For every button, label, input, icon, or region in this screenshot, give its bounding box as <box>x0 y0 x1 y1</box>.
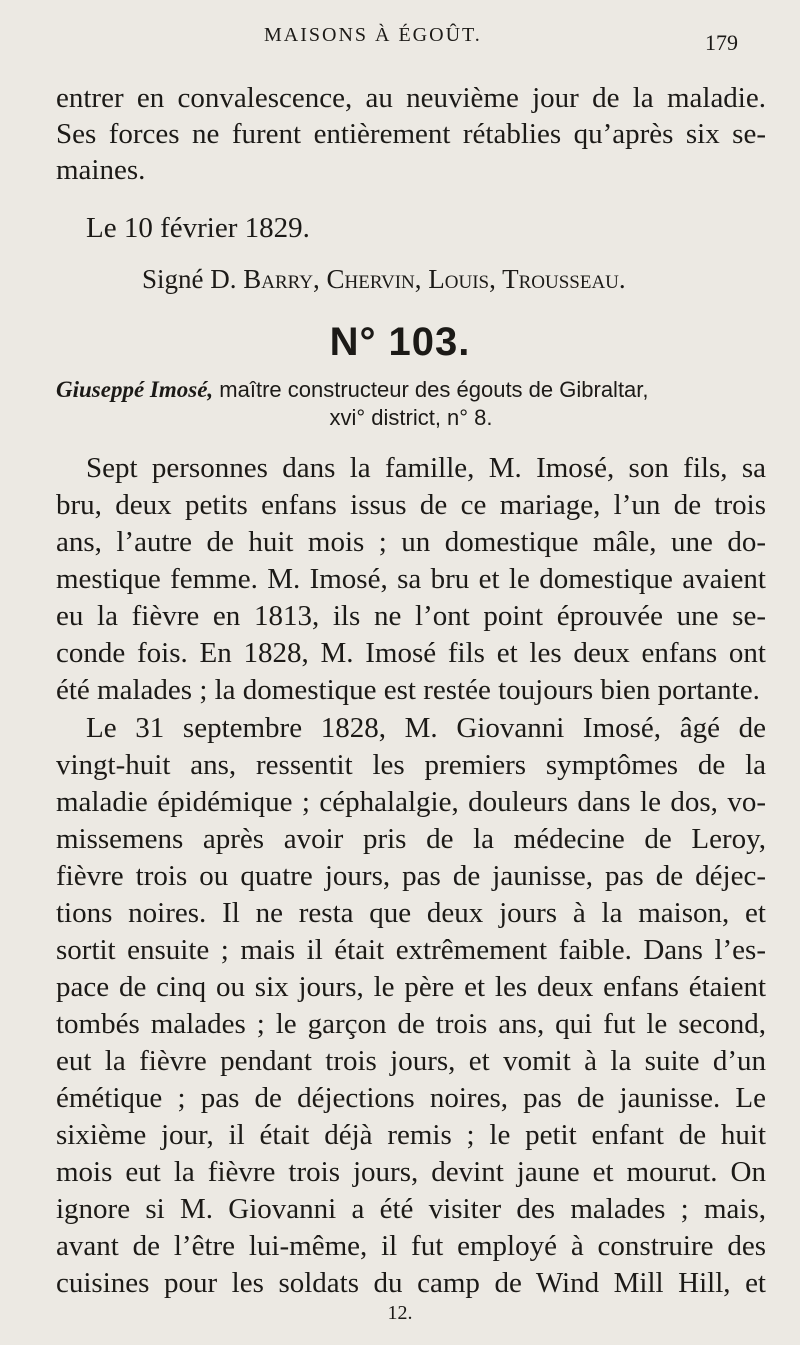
subject-description: maître constructeur des égouts de Gibraltar, <box>219 377 649 402</box>
text-line: bru, deux petits enfans issus de ce mariage, l’un de trois <box>56 489 766 521</box>
subject-line <box>56 376 766 404</box>
page-header <box>0 20 800 60</box>
text-line: été malades ; la domestique est restée toujours bien portante. <box>56 674 760 706</box>
signature-mark: 12. <box>387 1302 413 1324</box>
subject-address: xvi° district, n° 8. <box>329 405 493 430</box>
text-line: eut la fièvre pendant trois jours, et vomit à la suite d’un <box>56 1045 766 1077</box>
case-title: N° 103. <box>329 320 471 364</box>
text-line: ignore si M. Giovanni a été visiter des malades ; mais, <box>56 1193 766 1225</box>
text-line: tombés malades ; le garçon de trois ans, qui fut le second, <box>56 1008 766 1040</box>
date-line: Le 10 février 1829. <box>86 212 310 244</box>
text-line: tions noires. Il ne resta que deux jours à la maison, et <box>56 897 766 929</box>
text-line: entrer en convalescence, au neuvième jour de la maladie. <box>56 82 766 114</box>
text-line: cuisines pour les soldats du camp de Wind Mill Hill, et <box>56 1267 766 1299</box>
text-line: conde fois. En 1828, M. Imosé fils et les deux enfans ont <box>56 637 766 669</box>
page-number: 179 <box>705 30 738 55</box>
subject-name: Giuseppé Imosé, <box>56 377 214 402</box>
signed-names: Barry, Chervin, Louis, Trousseau. <box>243 264 626 294</box>
signatories <box>142 264 626 295</box>
text-line: sortit ensuite ; mais il était extrêmement faible. Dans l’es- <box>56 934 766 966</box>
text-line: vingt-huit ans, ressentit les premiers symptômes de la <box>56 749 766 781</box>
text-line: missemens après avoir pris de la médecine de Leroy, <box>56 823 766 855</box>
text-line: mois eut la fièvre trois jours, devint jaune et mourut. On <box>56 1156 766 1188</box>
text-line: Ses forces ne furent entièrement rétablies qu’après six se- <box>56 118 766 150</box>
text-line: maines. <box>56 154 146 186</box>
text-line: émétique ; pas de déjections noires, pas de jaunisse. Le <box>56 1082 766 1114</box>
text-line: maladie épidémique ; céphalalgie, douleurs dans le dos, vo- <box>56 786 766 818</box>
text-line: mestique femme. M. Imosé, sa bru et le domestique avaient <box>56 563 766 595</box>
text-line: pace de cinq ou six jours, le père et les deux enfans étaient <box>56 971 766 1003</box>
text-line: sixième jour, il était déjà remis ; le petit enfant de huit <box>56 1119 766 1151</box>
text-line: eu la fièvre en 1813, ils ne l’ont point éprouvée une se- <box>56 600 766 632</box>
text-line: fièvre trois ou quatre jours, pas de jaunisse, pas de déjec- <box>56 860 766 892</box>
text-line: ans, l’autre de huit mois ; un domestique mâle, une do- <box>56 526 766 558</box>
text-line: Sept personnes dans la famille, M. Imosé, son fils, sa <box>86 452 766 484</box>
signed-prefix: Signé D. <box>142 264 237 294</box>
running-head: MAISONS À ÉGOÛT. <box>264 24 482 46</box>
text-line: avant de l’être lui-même, il fut employé à construire des <box>56 1230 766 1262</box>
text-line: Le 31 septembre 1828, M. Giovanni Imosé, âgé de <box>86 712 766 744</box>
